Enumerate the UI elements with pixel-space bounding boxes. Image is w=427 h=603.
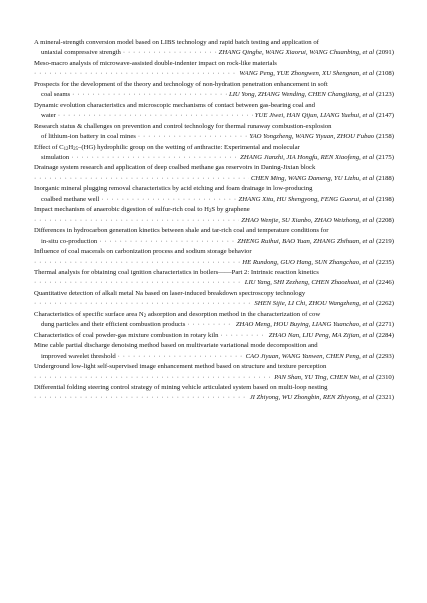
entry-title: Research status & challenges on prevention and control technology for thermal runaway combustion-explosion: [34, 122, 332, 130]
entry-page-number: (2198): [376, 195, 394, 203]
dot-leader: [71, 153, 238, 163]
entry-meta-line: [34, 320, 394, 330]
dot-leader: [220, 331, 266, 341]
toc-entry[interactable]: [34, 80, 394, 101]
toc-entry[interactable]: [34, 184, 394, 205]
entry-title-continuation: of lithium-ion battery in coal mines: [41, 133, 136, 141]
entry-authors: LIU Yang, SHI Zezheng, CHEN Zhaozhuai, et al: [244, 279, 375, 287]
entry-title: Prospects for the development of the theory and technology of non-hydration penetration enhancement in soft: [34, 80, 328, 88]
entry-authors: CHEN Ming, WANG Dameng, YU Lizhu, et al: [250, 174, 375, 182]
entry-page-number: (2246): [376, 279, 394, 287]
toc-entry[interactable]: [34, 331, 394, 341]
entry-title: Differences in hydrocarbon generation kinetics between shale and tar-rich coal and temperature conditions for: [34, 227, 329, 235]
entry-meta-line: [34, 90, 394, 100]
entry-meta-line: [34, 216, 394, 226]
entry-authors: PAN Shan, YU Ting, CHEN Wei, et al: [274, 373, 375, 381]
entry-title: Mine cable partial discharge denoising method based on multivariate variational mode decomposition and: [34, 342, 318, 350]
entry-page-number: (2147): [376, 112, 394, 120]
entry-authors: YUE Jiwei, HAN Qijun, LIANG Yuehui, et al: [254, 112, 375, 120]
toc-entry[interactable]: [34, 289, 394, 310]
entry-meta-line: [34, 195, 394, 205]
entry-authors: ZHENG Ruihui, BAO Yuan, ZHANG Zhihuan, et al: [237, 237, 375, 245]
entry-page-number: (2235): [376, 258, 394, 266]
toc-entry[interactable]: [34, 310, 394, 331]
entry-page-number: (2188): [376, 174, 394, 182]
toc-entry[interactable]: [34, 226, 394, 247]
dot-leader: [34, 393, 248, 403]
toc-entry[interactable]: [34, 383, 394, 404]
entry-meta-line: [34, 153, 394, 163]
entry-page-number: (2091): [376, 49, 394, 57]
entry-title: Dynamic evolution characteristics and microscopic mechanisms of contact between gas-bearing coal and: [34, 101, 315, 109]
entry-title: Effect of $C_{12}H_{25}-(HG)$ hydrophilic group on the wetting of anthracite: Experimental and molecular: [34, 143, 300, 152]
entry-title: Impact mechanism of anaerobic digestion of sulfur-rich coal to $H_2S$ by graphene: [34, 206, 250, 215]
dot-leader: [99, 237, 235, 247]
contents-page: [34, 38, 394, 404]
entry-authors: YAO Yongzheng, WANG Yiyuan, ZHOU Fubao: [249, 133, 375, 141]
toc-entry[interactable]: [34, 101, 394, 122]
dot-leader: [101, 195, 236, 205]
entry-page-number: (2284): [376, 331, 394, 339]
toc-entry[interactable]: [34, 122, 394, 143]
entry-authors: CAO Jiyuan, WANG Yanwen, CHEN Peng, et al: [245, 352, 375, 360]
entry-title: Thermal analysis for obtaining coal ignition characteristics in boilers——Part 2: Intrinsic reaction kinetics: [34, 268, 319, 276]
entry-title: Meso-macro analysis of microwave-assisted double-indenter impact on rock-like materials: [34, 59, 277, 67]
entry-authors: WANG Peng, YUE Zhongwen, XU Shengnan, et al: [239, 70, 375, 78]
entry-page-number: (2321): [376, 394, 394, 402]
dot-leader: [34, 258, 240, 268]
entry-title: Underground low-light self-supervised image enhancement method based on structure and texture perception: [34, 363, 327, 371]
toc-entry[interactable]: [34, 268, 394, 289]
dot-leader: [34, 299, 252, 309]
entry-title-continuation: improved wavelet threshold: [41, 352, 116, 360]
dot-leader: [34, 69, 237, 79]
dot-leader: [138, 132, 247, 142]
entry-page-number: (2310): [376, 373, 394, 381]
entry-authors: HE Rundong, GUO Hang, SUN Zhangchao, et al: [242, 258, 375, 266]
toc-entry[interactable]: [34, 205, 394, 226]
toc-entry[interactable]: [34, 341, 394, 362]
entry-meta-line: [34, 258, 394, 268]
toc-entry[interactable]: [34, 143, 394, 164]
dot-leader: [187, 320, 233, 330]
entry-meta-line: [34, 48, 394, 58]
entry-authors: ZHANG Qinghe, WANG Xiaorui, WANG Chuanbing, et al: [218, 49, 375, 57]
dot-leader: [34, 174, 249, 184]
toc-entry[interactable]: [34, 247, 394, 268]
entry-title-continuation: water: [41, 112, 56, 120]
entry-authors: ZHAO Wenjie, SU Xianbo, ZHAO Weizhong, et al: [241, 216, 375, 224]
toc-entry[interactable]: [34, 163, 394, 184]
dot-leader: [72, 90, 227, 100]
entry-authors: JI Zhiyong, WU Zhongbin, REN Zhiyong, et al: [249, 394, 375, 402]
entry-title: A mineral-strength conversion model based on LIBS technology and rapid batch testing and application of: [34, 39, 319, 46]
entry-title: Characteristics of specific surface area $N_2$ adsorption and desorption method in the characterization of cow: [34, 310, 321, 319]
entry-meta-line: [34, 174, 394, 184]
entry-page-number: (2208): [376, 216, 394, 224]
entry-page-number: (2293): [376, 352, 394, 360]
entry-authors: SHEN Sijie, LI Chi, ZHOU Wangzheng, et al: [254, 300, 375, 308]
entry-meta-line: [34, 111, 394, 121]
dot-leader: [58, 111, 253, 121]
entry-title-continuation: in-situ co-production: [41, 237, 98, 245]
entry-meta-line: [34, 237, 394, 247]
entry-authors: ZHAO Nan, LIU Peng, MA Zijian, et al: [268, 331, 375, 339]
toc-entry[interactable]: [34, 59, 394, 80]
entry-title-continuation: uniaxial compressive strength: [41, 49, 121, 57]
entry-page-number: (2262): [376, 300, 394, 308]
entry-title: Inorganic mineral plugging removal characteristics by acid etching and foam drainage in low-producing: [34, 185, 313, 193]
entry-authors: LIU Yong, ZHANG Wending, CHEN Changjiang, et al: [228, 91, 375, 99]
entry-page-number: (2158): [376, 133, 394, 141]
entry-title: Influence of coal macerals on carbonization process and sodium storage behavior: [34, 248, 252, 256]
dot-leader: [34, 278, 243, 288]
entry-page-number: (2108): [376, 70, 394, 78]
dot-leader: [118, 352, 244, 362]
dot-leader: [123, 48, 217, 58]
entry-authors: ZHANG Jianzhi, JIA Hongfu, REN Xiaofeng, et al: [240, 153, 375, 161]
entry-page-number: (2219): [376, 237, 394, 245]
entry-title-continuation: dung particles and their efficient combustion products: [41, 321, 186, 329]
entry-meta-line: [34, 69, 394, 79]
entry-meta-line: [34, 278, 394, 288]
dot-leader: [34, 216, 239, 226]
entry-title: Quantitative detection of alkali metal Na based on laser-induced breakdown spectroscopy technology: [34, 289, 306, 297]
dot-leader: [34, 373, 272, 383]
entry-meta-line: [34, 352, 394, 362]
entry-page-number: (2175): [376, 153, 394, 161]
entry-page-number: (2271): [376, 321, 394, 329]
entry-meta-line: [34, 331, 394, 341]
toc-entry[interactable]: [34, 38, 394, 59]
entry-title-continuation: coalbed methane well: [41, 195, 100, 203]
entry-authors: ZHANG Xitu, HU Shengyong, FENG Guorui, et al: [238, 195, 375, 203]
entry-meta-line: [34, 373, 394, 383]
entry-title-continuation: Characteristics of coal powder-gas mixture combustion in rotary kiln: [34, 331, 219, 339]
entry-title-continuation: simulation: [41, 153, 70, 161]
entry-title: Drainage system research and application of deep coalbed methane gas reservoirs in Daning-Jixian block: [34, 164, 316, 172]
entry-title-continuation: coal seams: [41, 91, 71, 99]
toc-entry[interactable]: [34, 362, 394, 383]
entry-page-number: (2123): [376, 91, 394, 99]
entry-title: Differential folding steering control strategy of mining vehicle articulated system based on multi-loop nesting: [34, 383, 328, 391]
entry-authors: ZHAO Meng, HOU Buying, LIANG Yuanchao, et al: [235, 321, 375, 329]
entry-meta-line: [34, 299, 394, 309]
entry-meta-line: [34, 393, 394, 403]
entry-meta-line: [34, 132, 394, 142]
